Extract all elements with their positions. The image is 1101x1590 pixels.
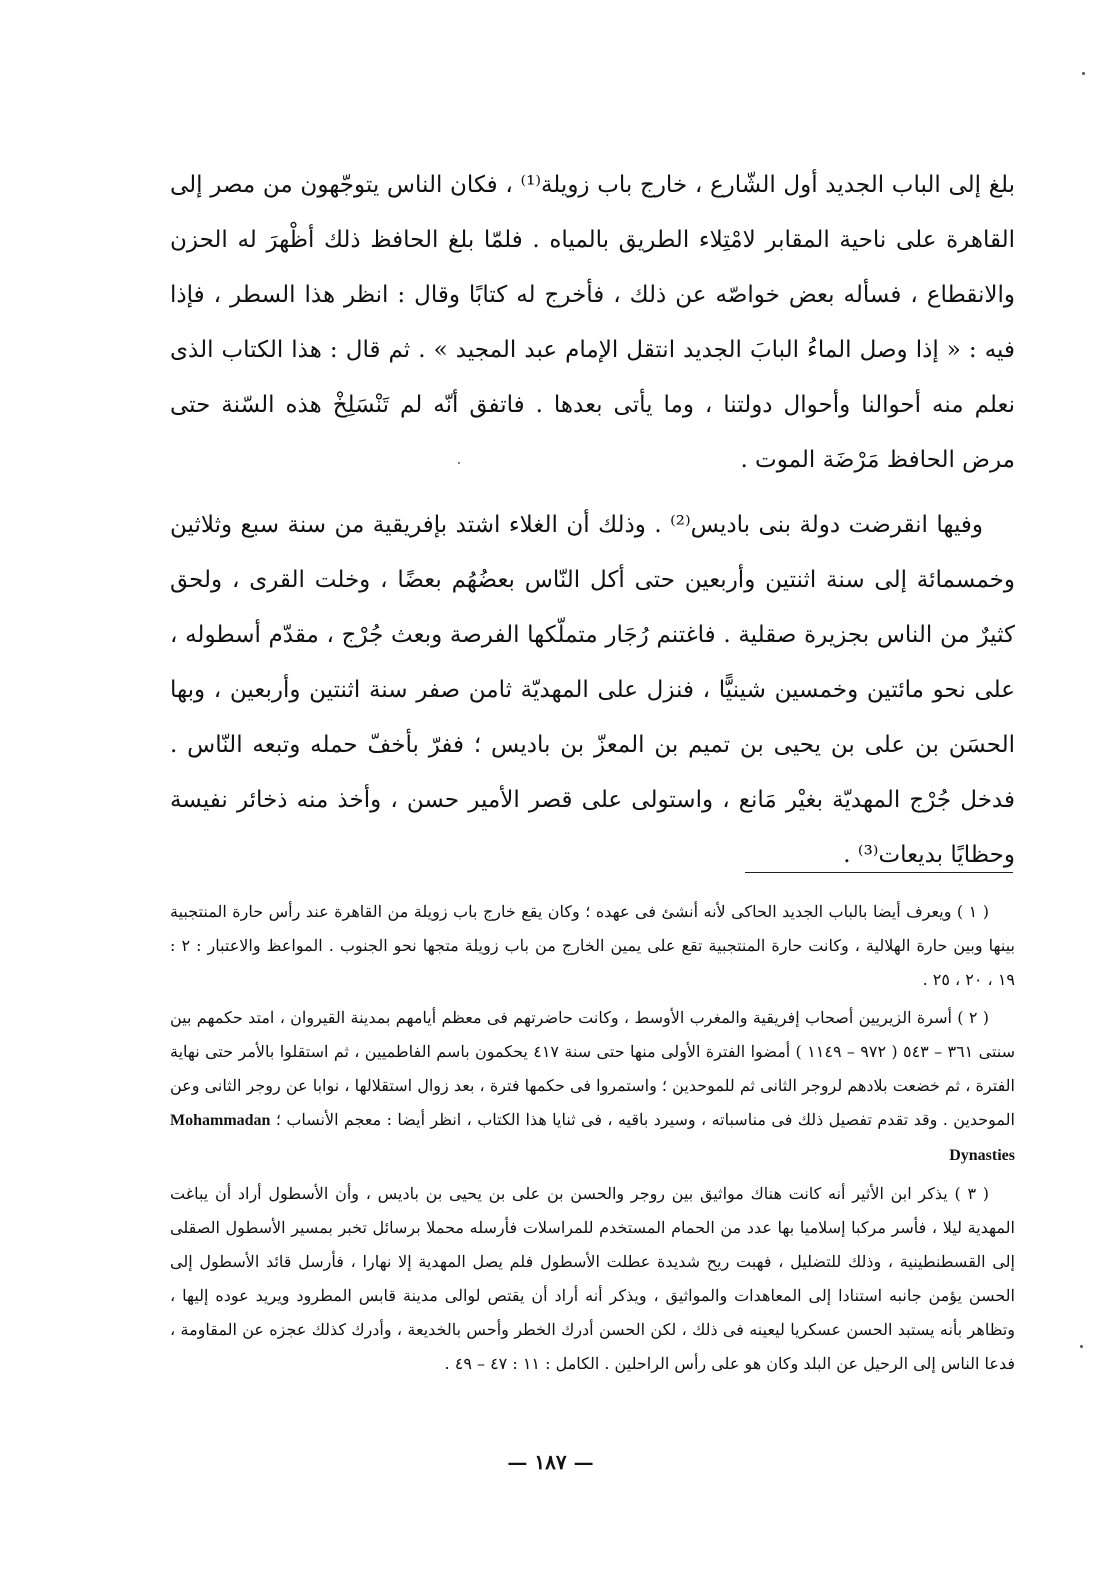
footnote-separator	[745, 872, 1013, 873]
scan-speck	[458, 462, 460, 464]
footnote-2-latin-title: Mohammadan Dynasties	[170, 1112, 1015, 1164]
scan-speck	[1080, 1345, 1083, 1348]
paragraph-gap	[170, 488, 1015, 498]
footnote-3-text: ( ٣ ) يذكر ابن الأثير أنه كانت هناك مواثيق بين روجر والحسن بن على بن يحيى بن باديس ، وأن الأسطول أراد أن يباغت المهدية ليلا ، فأسر مركبا إسلاميا بها عدد من الحمام المستخدم للمراسلات فأرسله محملا برسائل تخبر بمسير الأسطول الصقلى إلى القسطنطينية ، وذلك للتضليل ، فهبت ريح شديدة عطلت الأسطول فلم يصل المهدية إلا نهارا ، فأرسل قائد الأسطول إلى الحسن يؤمن جانبه استنادا إلى المعاهدات والمواثيق ، ويذكر أنه أراد أن يقتص لوالى مدينة قابس المطرود ويريد عوده إليها ، وتظاهر بأنه يستبد الحسن عسكريا ليعينه فى ذلك ، لكن الحسن أدرك الخطر وأحس بالخديعة ، وأدرك كذلك عجزه عن المقاومة ، فدعا الناس إلى الرحيل عن البلد وكان هو على رأس الراحلين . الكامل : ١١ : ٤٧ – ٤٩ .	[170, 1184, 1016, 1373]
footnote-1	[170, 895, 1015, 997]
body-paragraph-1: بلغ إلى الباب الجديد أول الشّارع ، خارج باب زويلة⁽¹⁾ ، فكان الناس يتوجّهون من مصر إلى القاهرة على ناحية المقابر لامْتِلاء الطريق بالمياه . فلمّا بلغ الحافظ ذلك أظْهرَ له الحزن والانقطاع ، فسأله بعض خواصّه عن ذلك ، فأخرج له كتابًا وقال : انظر هذا السطر ، فإذا فيه : « إذا وصل الماءُ البابَ الجديد انتقل الإمام عبد المجيد » . ثم قال : هذا الكتاب الذى نعلم منه أحوالنا وأحوال دولتنا ، وما يأتى بعدها . فاتفق أنّه لم تَنْسَلِخْ هذه السّنة حتى مرض الحافظ مَرْضَة الموت .	[170, 172, 1015, 473]
main-text	[170, 158, 1015, 883]
footnotes	[170, 895, 1015, 1385]
scan-speck	[1082, 72, 1085, 75]
footnote-1-text: ( ١ ) ويعرف أيضا بالباب الجديد الحاكى لأنه أنشئ فى عهده ؛ وكان يقع خارج باب زويلة من القاهرة عند رأس حارة المنتجبية بينها وبين حارة الهلالية ، وكانت حارة المنتجبية تقع على يمين الخارج من باب زويلة متجها نحو الجنوب . المواعظ والاعتبار : ٢ : ١٩ ، ٢٠ ، ٢٥ .	[170, 902, 1015, 989]
page-number: — ١٨٧ —	[507, 1450, 594, 1474]
footnote-2-text: ( ٢ ) أسرة الزيريين أصحاب إفريقية والمغرب الأوسط ، وكانت حاضرتهم فى معظم أيامهم بمدينة القيروان ، امتد حكمهم بين سنتى ٣٦١ – ٥٤٣ ( ٩٧٢ – ١١٤٩ ) أمضوا الفترة الأولى منها حتى سنة ٤١٧ يحكمون باسم الفاطميين ، ثم استقلوا بالأمر حتى نهاية الفترة ، ثم خضعت بلادهم لروجر الثانى ثم للموحدين ؛ واستمروا فى حكمها فترة ، بعد زوال استقلالها ، نوابا عن روجر الثانى وعن الموحدين . وقد تقدم تفصيل ذلك فى مناسباته ، وسيرد باقيه ، فى ثنايا هذا الكتاب ، انظر أيضا : معجم الأنساب ؛	[170, 1008, 1016, 1129]
footnote-3	[170, 1177, 1015, 1381]
footnote-2	[170, 1001, 1015, 1173]
body-paragraph-2: وفيها انقرضت دولة بنى باديس⁽²⁾ . وذلك أن الغلاء اشتد بإفريقية من سنة سبع وثلاثين وخمسمائة إلى سنة اثنتين وأربعين حتى أكل النّاس بعضُهُم بعضًا ، وخلت القرى ، ولحق كثيرٌ من الناس بجزيرة صقلية . فاغتنم رُجَار متملّكها الفرصة وبعث جُرْج ، مقدّم أسطوله ، على نحو مائتين وخمسين شينيًّا ، فنزل على المهديّة ثامن صفر سنة اثنتين وأربعين ، وبها الحسَن بن على بن يحيى بن تميم بن المعزّ بن باديس ؛ ففرّ بأخفّ حمله وتبعه النّاس . فدخل جُرْج المهديّة بغيْر مَانع ، واستولى على قصر الأمير حسن ، وأخذ منه ذخائر نفيسة وحظايًا بديعات⁽³⁾ .	[170, 512, 1015, 868]
